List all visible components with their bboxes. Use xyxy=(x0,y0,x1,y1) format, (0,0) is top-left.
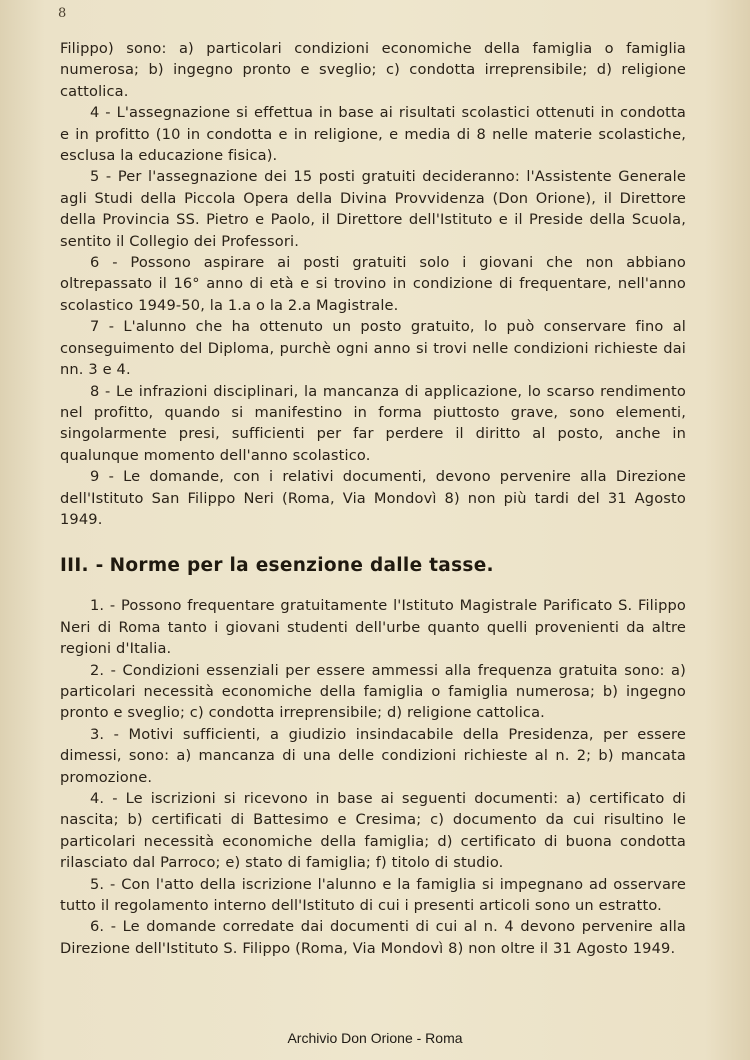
page-number: 8 xyxy=(58,6,67,21)
section-heading xyxy=(60,554,686,578)
paragraph-continuation: Filippo) sono: a) particolari condizioni economiche della famiglia o famiglia numerosa; b) ingegno pronto e sveglio; c) condotta irreprensibile; d) religione cattolica. xyxy=(60,40,686,100)
section-paragraph-6: 6. - Le domande corredate dai documenti di cui al n. 4 devono pervenire alla Direzione dell'Istituto S. Filippo (Roma, Via Mondovì 8) non oltre il 31 Agosto 1949. xyxy=(60,918,686,957)
paragraph-item-8: 8 - Le infrazioni disciplinari, la mancanza di applicazione, lo scarso rendimento nel profitto, quando si manifestino in forma piuttosto grave, sono elementi, singolarmente presi, sufficienti per far perdere il diritto al posto, anche in qualunque momento dell'anno scolastico. xyxy=(60,382,686,464)
section-paragraph-2: 2. - Condizioni essenziali per essere ammessi alla frequenza gratuita sono: a) particolari necessità economiche della famiglia o famiglia numerosa; b) ingegno pronto e sveglio; c) condotta irreprensibile; d) religione cattolica. xyxy=(60,661,686,722)
document-body xyxy=(60,38,686,959)
paragraph-item-4: 4 - L'assegnazione si effettua in base ai risultati scolastici ottenuti in condotta e in profitto (10 in condotta e in religione, e media di 8 nelle materie scolastiche, esclusa la educazione fisica). xyxy=(60,104,686,165)
paragraph-item-5: 5 - Per l'assegnazione dei 15 posti gratuiti decideranno: l'Assistente Generale agli Studi della Piccola Opera della Divina Provvidenza (Don Orione), il Direttore della Provincia SS. Pietro e Paolo, il Direttore dell'Istituto e il Preside della Scuola, sentito il Collegio dei Professori. xyxy=(60,168,686,250)
paragraph-item-9: 9 - Le domande, con i relativi documenti, devono pervenire alla Direzione dell'Istituto San Filippo Neri (Roma, Via Mondovì 8) non più tardi del 31 Agosto 1949. xyxy=(60,468,686,528)
section-paragraph-5: 5. - Con l'atto della iscrizione l'alunno e la famiglia si impegnano ad osservare tutto il regolamento interno dell'Istituto di cui i presenti articoli sono un estratto. xyxy=(60,875,686,915)
section-number: III. - xyxy=(60,555,104,577)
section-paragraph-4: 4. - Le iscrizioni si ricevono in base ai seguenti documenti: a) certificato di nascita; b) certificati di Battesimo e Cresima; c) documento da cui risultino le particolari necessità economiche della famiglia; d) certificato di buona condotta rilasciato dal Parroco; e) stato di famiglia; f) titolo di studio. xyxy=(60,790,686,872)
section-title: Norme per la esenzione dalle tasse. xyxy=(109,555,494,577)
section-paragraph-3: 3. - Motivi sufficienti, a giudizio insindacabile della Presidenza, per essere dimessi, sono: a) mancanza di una delle condizioni richieste al n. 2; b) mancata promozione. xyxy=(60,725,686,786)
paragraph-item-6: 6 - Possono aspirare ai posti gratuiti solo i giovani che non abbiano oltrepassato il 16° anno di età e si trovino in condizione di frequentare, nell'anno scolastico 1949-50, la 1.a o la 2.a Magistrale. xyxy=(60,254,686,314)
paragraph-item-7: 7 - L'alunno che ha ottenuto un posto gratuito, lo può conservare fino al conseguimento del Diploma, purchè ogni anno si trovi nelle condizioni richieste dai nn. 3 e 4. xyxy=(60,318,686,379)
archive-footer: Archivio Don Orione - Roma xyxy=(287,1030,463,1046)
section-paragraph-1: 1. - Possono frequentare gratuitamente l'Istituto Magistrale Parificato S. Filippo Neri di Roma tanto i giovani studenti dell'urbe quanto quelli provenienti da altre regioni d'Italia. xyxy=(60,597,686,658)
